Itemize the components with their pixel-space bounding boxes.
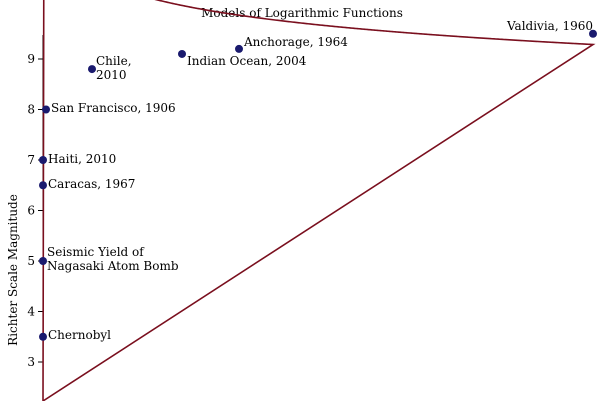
y-tick-label: 3 (27, 355, 35, 369)
y-tick-label: 6 (27, 203, 35, 218)
data-point-label: Anchorage, 1964 (244, 35, 348, 49)
data-point-label: Chernobyl (48, 328, 111, 342)
y-tick-label: 5 (27, 254, 35, 268)
y-tick-label: 7 (27, 153, 35, 167)
y-tick-label: 4 (27, 304, 35, 319)
data-point (88, 65, 96, 73)
data-point (39, 181, 47, 189)
y-axis-label: Richter Scale Magnitude (6, 194, 20, 346)
data-point-label: Chile, 2010 (96, 54, 132, 82)
data-point (42, 106, 50, 114)
y-tick-label: 9 (27, 52, 35, 66)
chart-title: Models of Logarithmic Functions (201, 6, 403, 20)
data-point-label: Caracas, 1967 (48, 177, 136, 191)
data-point-label: Indian Ocean, 2004 (187, 54, 307, 68)
data-point (178, 50, 186, 58)
data-point-label: Seismic Yield of Nagasaki Atom Bomb (47, 245, 179, 273)
y-ticks (27, 52, 43, 369)
data-point (39, 333, 47, 341)
data-points (39, 19, 597, 342)
data-point-label: Valdivia, 1960 (506, 19, 593, 33)
y-tick-label: 8 (27, 102, 35, 117)
data-point (235, 45, 243, 53)
data-point (39, 257, 47, 265)
data-point (39, 156, 47, 164)
data-point-label: Haiti, 2010 (48, 152, 117, 166)
data-point-label: San Francisco, 1906 (51, 101, 176, 115)
